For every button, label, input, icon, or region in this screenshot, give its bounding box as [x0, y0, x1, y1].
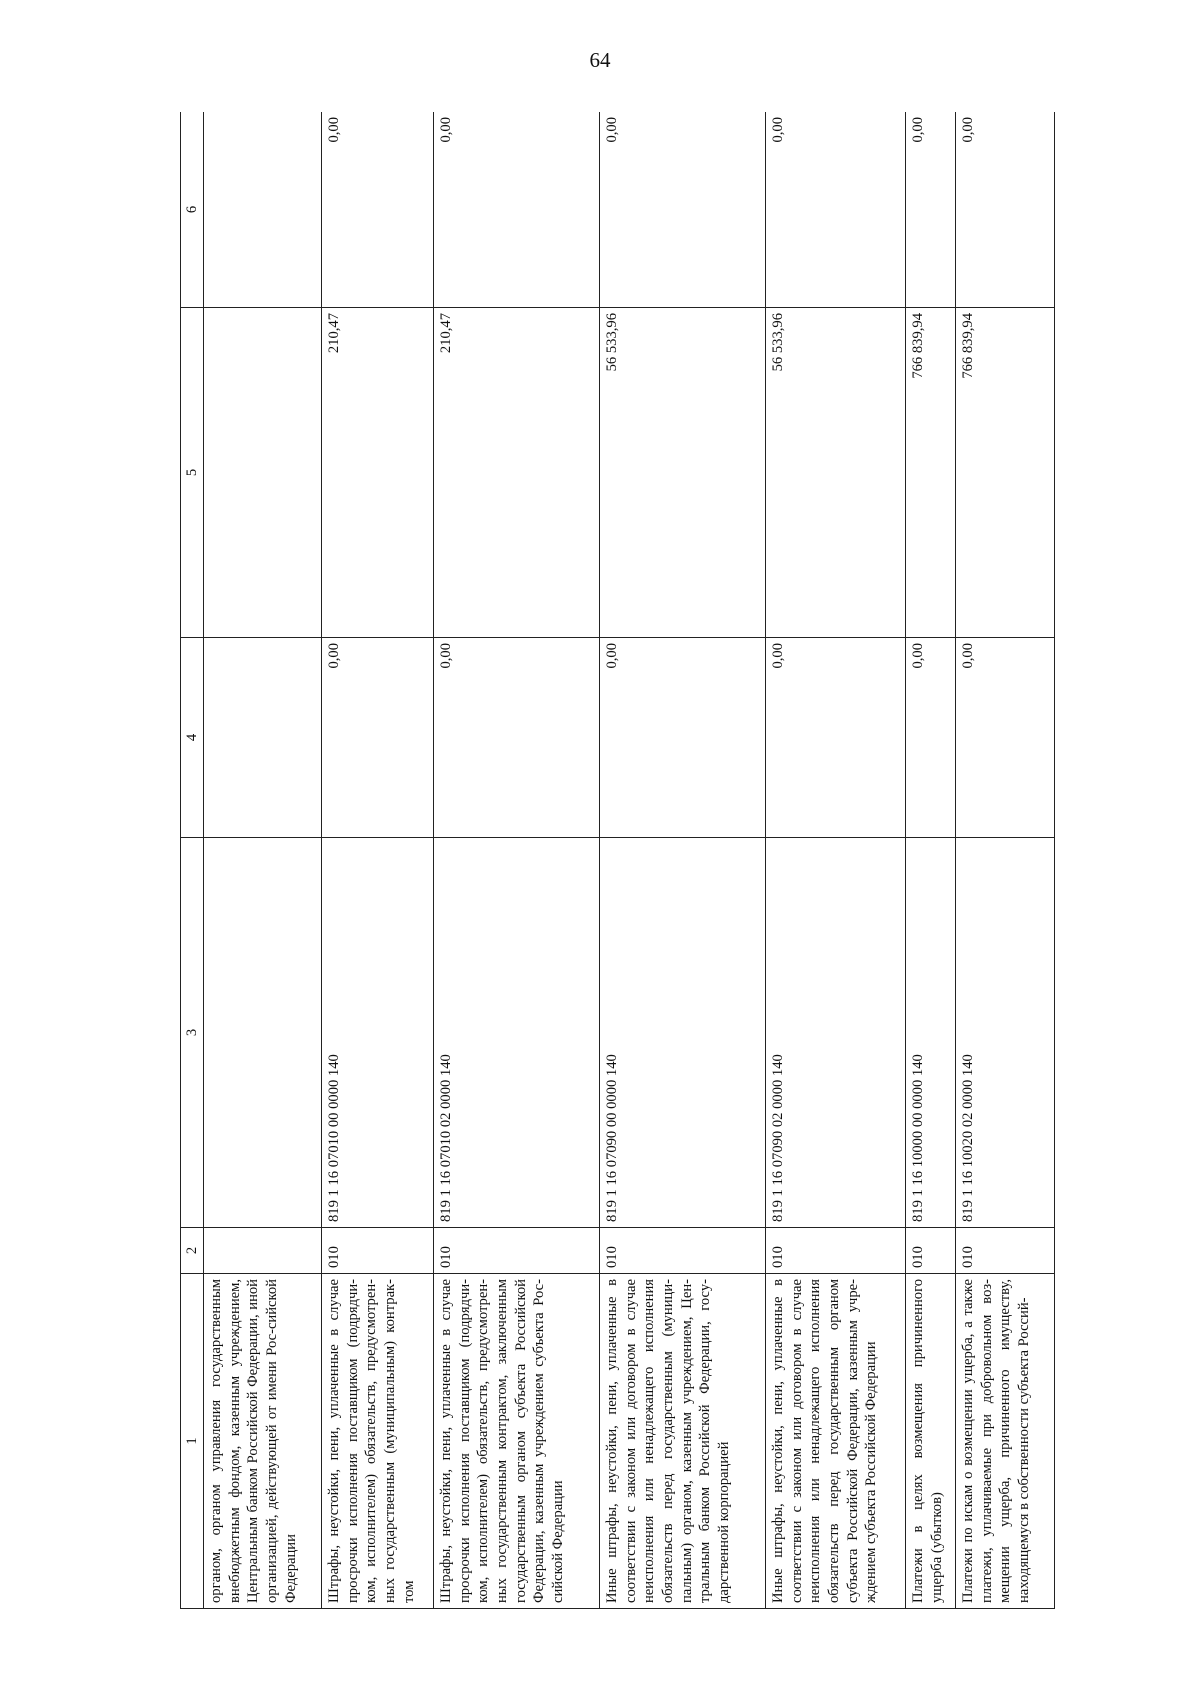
row-line-code: 010 — [906, 1228, 956, 1274]
row-budget-code: 819 1 16 07090 00 0000 140 — [600, 838, 766, 1228]
row-value-col6: 0,00 — [766, 112, 906, 308]
row-value-col5: 56 533,96 — [766, 308, 906, 638]
row-value-col4: 0,00 — [600, 638, 766, 838]
table-row — [766, 112, 906, 1609]
row-budget-code: 819 1 16 10020 02 0000 140 — [956, 838, 1055, 1228]
row-value-col6 — [204, 112, 322, 308]
row-value-col6: 0,00 — [600, 112, 766, 308]
row-description: Штрафы, неустойки, пени, уплаченные в случае просрочки исполнения поставщиком (подрядчи-ком, исполнителем) обязательств, предусмотрен-ных государственным (муниципальным) контрак-том — [322, 1274, 434, 1609]
row-value-col4: 0,00 — [906, 638, 956, 838]
row-line-code: 010 — [600, 1228, 766, 1274]
row-value-col4 — [204, 638, 322, 838]
row-value-col6: 0,00 — [956, 112, 1055, 308]
row-value-col5: 766 839,94 — [956, 308, 1055, 638]
row-description: органом, органом управления государственным внебюджетным фондом, казенным учреждением, Центральным банком Российской Федерации, иной организацией, действующей от имени Рос-сийской Федерации — [204, 1274, 322, 1609]
column-header: 2 — [181, 1228, 204, 1274]
table-row — [956, 112, 1055, 1609]
column-header: 6 — [181, 112, 204, 308]
table-row — [322, 112, 434, 1609]
row-value-col5: 210,47 — [322, 308, 434, 638]
row-value-col4: 0,00 — [956, 638, 1055, 838]
row-budget-code: 819 1 16 10000 00 0000 140 — [906, 838, 956, 1228]
row-value-col6: 0,00 — [906, 112, 956, 308]
rotated-table-frame — [180, 112, 1055, 1609]
table-row — [434, 112, 600, 1609]
row-value-col5: 210,47 — [434, 308, 600, 638]
table-header-row — [181, 112, 204, 1609]
row-description: Иные штрафы, неустойки, пени, уплаченные в соответствии с законом или договором в случае неисполнения или ненадлежащего исполнения обязательств перед государственным органом субъекта Российской Федерации, казенным учре-ждением субъекта Российской Федерации — [766, 1274, 906, 1609]
column-header: 4 — [181, 638, 204, 838]
row-line-code: 010 — [322, 1228, 434, 1274]
table-row — [204, 112, 322, 1609]
row-value-col5: 56 533,96 — [600, 308, 766, 638]
budget-revenue-table — [180, 112, 1055, 1609]
row-value-col5 — [204, 308, 322, 638]
row-budget-code: 819 1 16 07010 02 0000 140 — [434, 838, 600, 1228]
row-value-col4: 0,00 — [434, 638, 600, 838]
row-description: Платежи в целях возмещения причиненного ущерба (убытков) — [906, 1274, 956, 1609]
row-value-col6: 0,00 — [322, 112, 434, 308]
table-row — [906, 112, 956, 1609]
row-line-code: 010 — [956, 1228, 1055, 1274]
row-value-col4: 0,00 — [766, 638, 906, 838]
row-description: Иные штрафы, неустойки, пени, уплаченные в соответствии с законом или договором в случае неисполнения или ненадлежащего исполнения обязательств перед государственным (муници-пальным) органом, казенным учреждением, Цен-тральным банком Российской Федерации, госу-дарственной корпорацией — [600, 1274, 766, 1609]
table-row — [600, 112, 766, 1609]
row-budget-code: 819 1 16 07090 02 0000 140 — [766, 838, 906, 1228]
row-value-col4: 0,00 — [322, 638, 434, 838]
row-value-col6: 0,00 — [434, 112, 600, 308]
row-description: Платежи по искам о возмещении ущерба, а также платежи, уплачиваемые при добровольном воз-мещении ущерба, причиненного имуществу, находящемуся в собственности субъекта Россий- — [956, 1274, 1055, 1609]
row-budget-code — [204, 838, 322, 1228]
row-value-col5: 766 839,94 — [906, 308, 956, 638]
column-header: 1 — [181, 1274, 204, 1609]
column-header: 3 — [181, 838, 204, 1228]
row-line-code — [204, 1228, 322, 1274]
row-line-code: 010 — [434, 1228, 600, 1274]
row-budget-code: 819 1 16 07010 00 0000 140 — [322, 838, 434, 1228]
column-header: 5 — [181, 308, 204, 638]
row-description: Штрафы, неустойки, пени, уплаченные в случае просрочки исполнения поставщиком (подрядчи-ком, исполнителем) обязательств, предусмотрен-ных государственным контрактом, заключенным государственным органом субъекта Российской Федерации, казенным учреждением субъекта Рос-сийской Федерации — [434, 1274, 600, 1609]
row-line-code: 010 — [766, 1228, 906, 1274]
page-number: 64 — [589, 48, 611, 72]
